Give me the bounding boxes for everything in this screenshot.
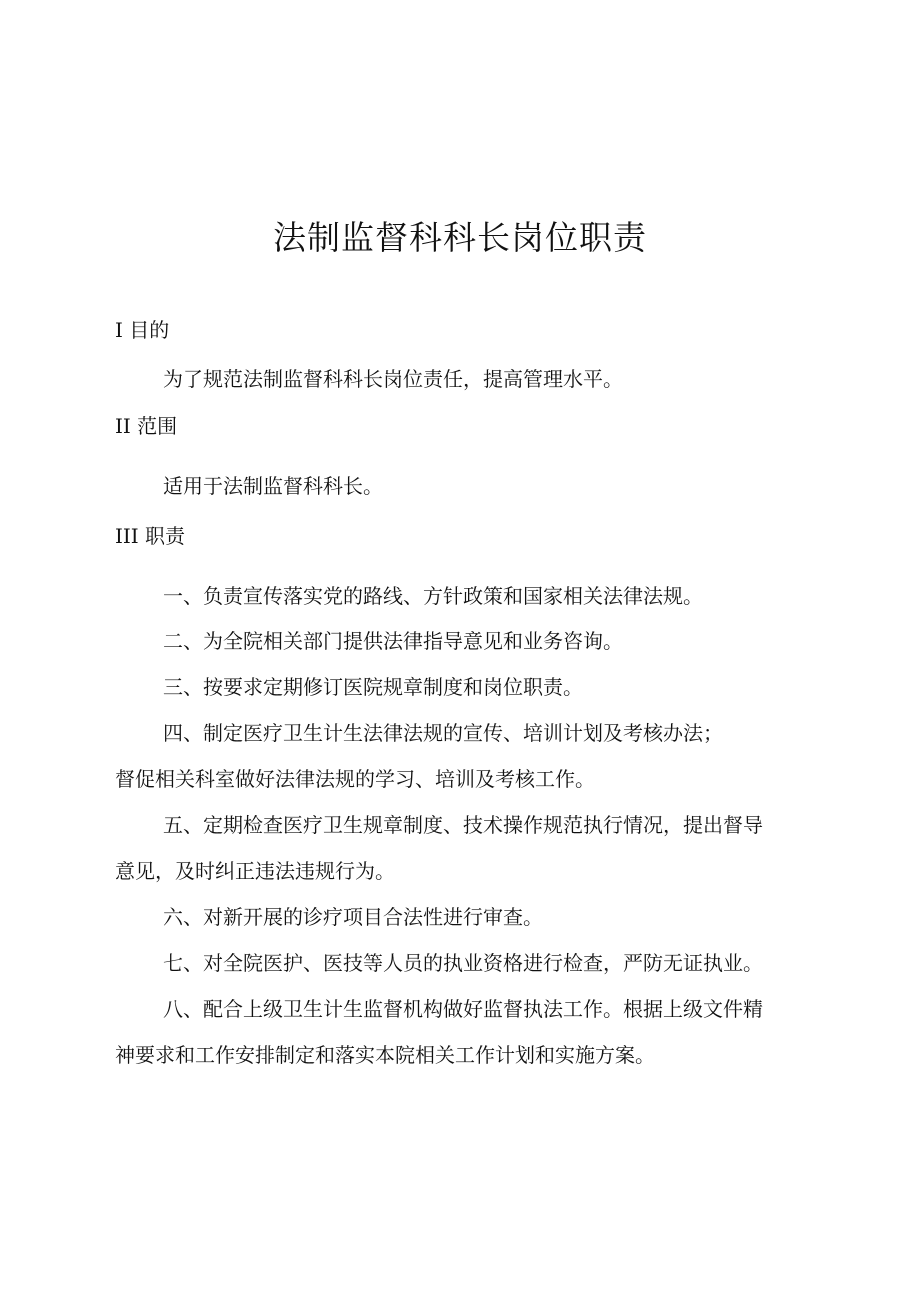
duty-item-5: 五、定期检查医疗卫生规章制度、技术操作规范执行情况，提出督导	[163, 813, 763, 837]
duty-item-7: 七、对全院医护、医技等人员的执业资格进行检查，严防无证执业。	[163, 951, 763, 975]
purpose-paragraph: 为了规范法制监督科科长岗位责任，提高管理水平。	[163, 367, 623, 391]
section-heading-purpose: I 目的	[115, 318, 170, 342]
duty-item-4: 四、制定医疗卫生计生法律法规的宣传、培训计划及考核办法；	[163, 721, 723, 745]
duty-item-8: 八、配合上级卫生计生监督机构做好监督执法工作。根据上级文件精	[163, 997, 763, 1021]
duty-item-2: 二、为全院相关部门提供法律指导意见和业务咨询。	[163, 629, 623, 653]
section-heading-duties: III 职责	[115, 524, 186, 548]
duty-item-4-continued: 督促相关科室做好法律法规的学习、培训及考核工作。	[115, 767, 595, 791]
scope-paragraph: 适用于法制监督科科长。	[163, 474, 383, 498]
duty-item-3: 三、按要求定期修订医院规章制度和岗位职责。	[163, 675, 583, 699]
document-title: 法制监督科科长岗位职责	[273, 218, 647, 257]
section-heading-scope: II 范围	[115, 414, 178, 438]
duty-item-8-continued: 神要求和工作安排制定和落实本院相关工作计划和实施方案。	[115, 1043, 655, 1067]
duty-item-1: 一、负责宣传落实党的路线、方针政策和国家相关法律法规。	[163, 584, 703, 608]
duty-item-6: 六、对新开展的诊疗项目合法性进行审查。	[163, 905, 543, 929]
duty-item-5-continued: 意见，及时纠正违法违规行为。	[115, 859, 395, 883]
